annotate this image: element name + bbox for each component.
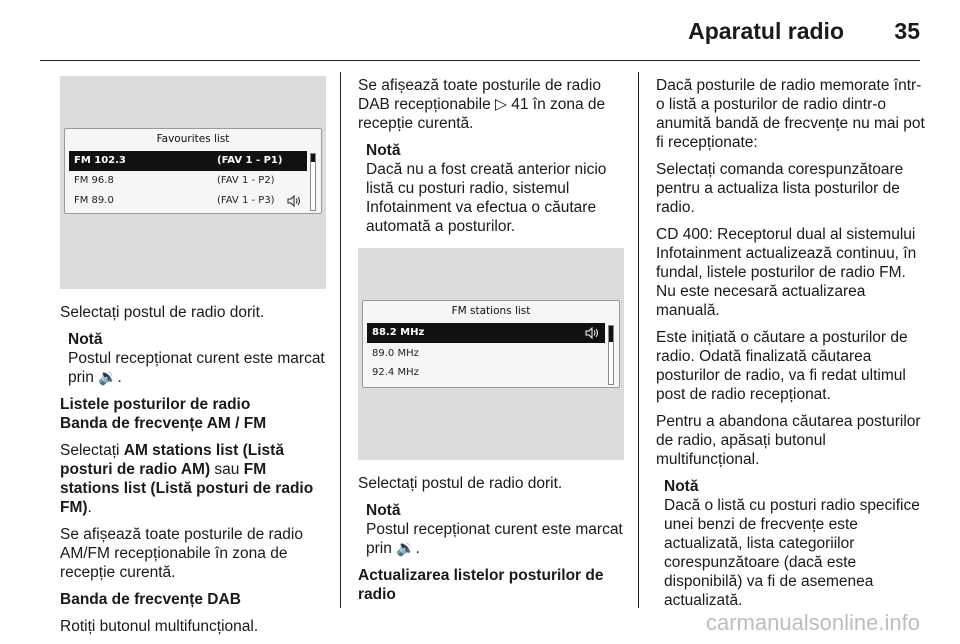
scrollbar-thumb <box>311 154 315 162</box>
paragraph: Selectați postul de radio dorit. <box>358 475 563 492</box>
paragraph: Selectați postul de radio dorit. <box>60 304 265 321</box>
list-item <box>367 363 605 383</box>
fm-stations-screen-image <box>358 248 624 460</box>
note-text: Dacă nu a fost creată anterior nicio listă cu posturi radio, sistemul Infotainment va efectua o căutare automată a posturilor. <box>366 161 607 235</box>
paragraph: Rotiți butonul multifuncțional. <box>60 618 259 635</box>
favourites-screen-image <box>60 76 326 289</box>
page-number: 35 <box>894 18 920 44</box>
column-3 <box>656 76 926 618</box>
scrollbar <box>608 325 614 385</box>
station-name: FM 102.3 <box>74 155 126 166</box>
note-text: Postul recepționat curent este marcat prin 🔉. <box>68 350 325 386</box>
fm-stations-list-panel <box>362 300 620 388</box>
section-heading: Actualizarea listelor posturilor de radio <box>358 567 604 603</box>
paragraph: Dacă posturile de radio memorate într-o listă a posturilor de radio dintr-o anumită bandă de frecvențe nu mai pot fi recepționate: <box>656 77 925 151</box>
paragraph: Se afișează toate posturile de radio AM/FM recepționabile în zona de recepție curentă. <box>60 526 303 581</box>
scrollbar <box>310 153 316 211</box>
menu-item-am-list: AM stations list (Listă posturi de radio AM) <box>60 442 284 478</box>
screen-title: FM stations list <box>451 305 531 317</box>
list-item <box>367 323 605 343</box>
paragraph <box>60 441 326 517</box>
station-name: 92.4 MHz <box>372 367 419 378</box>
note-title: Notă <box>664 478 699 495</box>
paragraph: CD 400: Receptorul dual al sistemului Infotainment actualizează continuu, în fundal, listele posturilor de radio FM. Nu este necesară actualizarea manuală. <box>656 226 917 319</box>
subsection-heading: Banda de frecvențe DAB <box>60 591 241 608</box>
speaker-icon <box>585 327 599 339</box>
note-title: Notă <box>68 331 103 348</box>
scrollbar-thumb <box>609 326 613 342</box>
note-box <box>664 477 926 610</box>
page-title: Aparatul radio <box>688 18 844 44</box>
list-item <box>367 344 605 364</box>
column-2 <box>358 76 624 612</box>
station-name: 89.0 MHz <box>372 348 419 359</box>
paragraph: Este inițiată o căutare a posturilor de radio. Odată finalizată căutarea posturilor de radio, va fi redat ultimul post de radio recepționat. <box>656 329 908 403</box>
text-run: Selectați <box>60 442 124 459</box>
preset-slot: (FAV 1 - P3) <box>217 195 275 206</box>
column-divider <box>638 72 639 608</box>
list-item <box>69 151 307 171</box>
paragraph: Selectați comanda corespunzătoare pentru a actualiza lista posturilor de radio. <box>656 161 904 216</box>
list-item <box>69 191 307 211</box>
station-name: FM 89.0 <box>74 195 114 206</box>
column-divider <box>340 72 341 608</box>
favourites-list-panel <box>64 128 322 214</box>
note-box <box>68 330 326 387</box>
note-text: Dacă o listă cu posturi radio specifice unei benzi de frecvențe este actualizată, lista categoriilor corespunzătoare (dacă este disponibilă) va fi de asemenea actualizată. <box>664 497 920 609</box>
note-text: Postul recepționat curent este marcat prin 🔉. <box>366 521 623 557</box>
paragraph: Se afișează toate posturile de radio DAB recepționabile ▷ 41 în zona de recepție curentă. <box>358 77 606 132</box>
note-title: Notă <box>366 502 401 519</box>
section-heading: Listele posturilor de radio <box>60 396 251 413</box>
watermark: carmanualsonline.info <box>705 610 920 635</box>
subsection-heading: Banda de frecvențe AM / FM <box>60 415 267 432</box>
text-run: . <box>87 499 92 516</box>
header-rule <box>40 60 920 61</box>
paragraph: Pentru a abandona căutarea posturilor de radio, apăsați butonul multifuncțional. <box>656 413 921 468</box>
screen-title: Favourites list <box>156 133 230 145</box>
note-title: Notă <box>366 142 401 159</box>
preset-slot: (FAV 1 - P2) <box>217 175 275 186</box>
preset-slot: (FAV 1 - P1) <box>217 155 283 166</box>
station-name: FM 96.8 <box>74 175 114 186</box>
menu-item-fm-list: FM stations list (Listă posturi de radio FM) <box>60 461 314 516</box>
note-box <box>366 501 624 558</box>
note-box <box>366 141 624 236</box>
list-item <box>69 171 307 191</box>
station-name: 88.2 MHz <box>372 327 425 338</box>
speaker-icon <box>287 195 301 207</box>
text-run: sau <box>210 461 244 478</box>
column-1 <box>60 76 326 644</box>
